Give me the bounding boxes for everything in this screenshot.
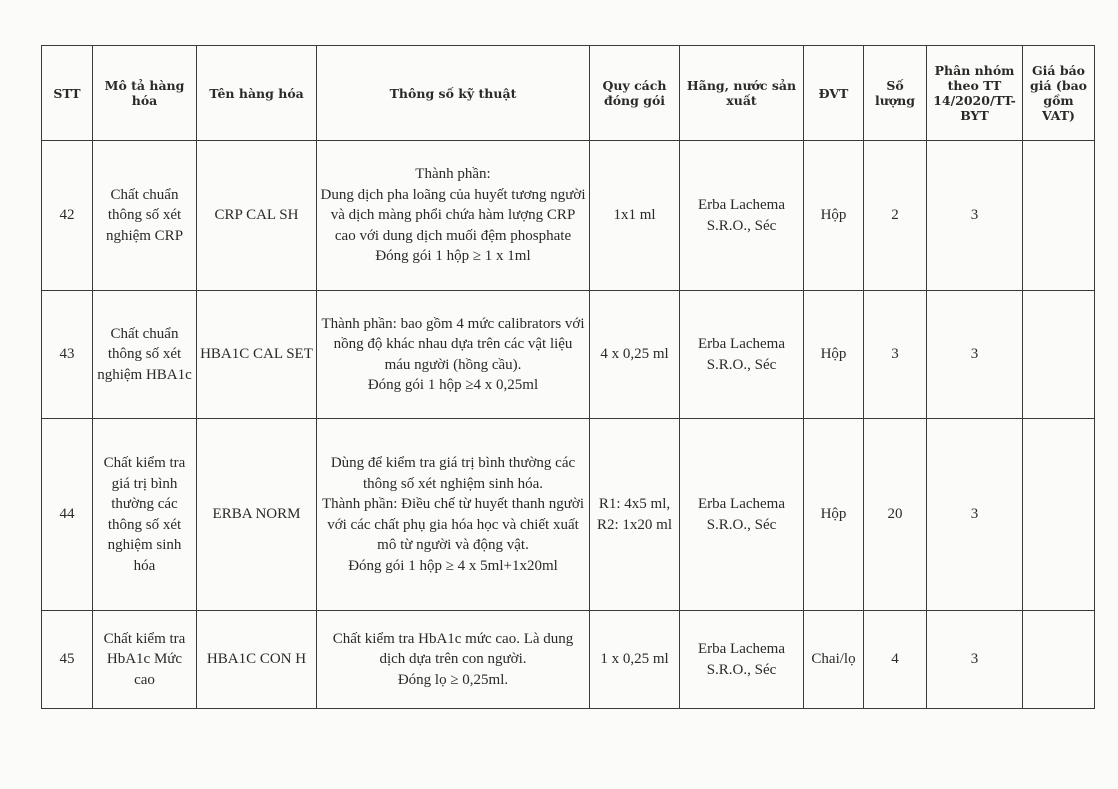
header-stt: STT	[42, 46, 93, 141]
cell-stt: 42	[42, 141, 93, 291]
header-packaging: Quy cách đóng gói	[590, 46, 680, 141]
cell-stt: 45	[42, 611, 93, 709]
cell-packaging	[590, 611, 680, 709]
table-row	[42, 611, 1095, 709]
packaging-line: R2: 1x20 ml	[596, 516, 672, 533]
header-unit: ĐVT	[804, 46, 864, 141]
cell-quantity: 2	[864, 141, 927, 291]
cell-specs	[317, 611, 590, 709]
cell-unit: Hộp	[804, 141, 864, 291]
cell-stt: 43	[42, 291, 93, 419]
cell-unit: Chai/lọ	[804, 611, 864, 709]
cell-specs	[317, 141, 590, 291]
cell-quantity: 4	[864, 611, 927, 709]
cell-packaging	[590, 291, 680, 419]
cell-name: HBA1C CON H	[197, 611, 317, 709]
spec-line: Thành phần: bao gồm 4 mức calibrators với nồng độ khác nhau dựa trên các vật liệu máu người (hồng cầu).	[321, 315, 585, 373]
cell-group: 3	[927, 291, 1023, 419]
header-manufacturer: Hãng, nước sản xuất	[680, 46, 804, 141]
header-name: Tên hàng hóa	[197, 46, 317, 141]
cell-manufacturer: Erba Lachema S.R.O., Séc	[680, 291, 804, 419]
spec-line: Chất kiểm tra HbA1c mức cao. Là dung dịch dựa trên con người.	[332, 630, 574, 668]
spec-line: Thành phần:	[415, 166, 491, 183]
cell-price	[1023, 611, 1095, 709]
cell-group: 3	[927, 611, 1023, 709]
header-quantity: Số lượng	[864, 46, 927, 141]
cell-quantity: 3	[864, 291, 927, 419]
cell-specs	[317, 291, 590, 419]
table-row	[42, 419, 1095, 611]
cell-specs	[317, 419, 590, 611]
cell-description: Chất kiểm tra HbA1c Mức cao	[93, 611, 197, 709]
cell-packaging	[590, 419, 680, 611]
spec-line: Đóng gói 1 hộp ≥ 4 x 5ml+1x20ml	[348, 557, 558, 574]
cell-price	[1023, 419, 1095, 611]
header-group: Phân nhóm theo TT 14/2020/TT-BYT	[927, 46, 1023, 141]
spec-line: Đóng gói 1 hộp ≥4 x 0,25ml	[367, 377, 539, 393]
table-header-row	[42, 46, 1095, 141]
spec-line: Dung dịch pha loãng của huyết tương người và dịch màng phổi chứa hàm lượng CRP cao với dung dịch muối đệm phosphate	[320, 186, 586, 244]
header-price: Giá báo giá (bao gồm VAT)	[1023, 46, 1095, 141]
table-row	[42, 291, 1095, 419]
cell-group: 3	[927, 141, 1023, 291]
cell-name: HBA1C CAL SET	[197, 291, 317, 419]
cell-unit: Hộp	[804, 419, 864, 611]
packaging-line: 1 x 0,25 ml	[600, 651, 669, 668]
cell-price	[1023, 291, 1095, 419]
spec-line: Đóng lọ ≥ 0,25ml.	[397, 671, 509, 688]
cell-manufacturer: Erba Lachema S.R.O., Séc	[680, 141, 804, 291]
header-description: Mô tả hàng hóa	[93, 46, 197, 141]
spec-line: Thành phần: Điều chế từ huyết thanh người với các chất phụ gia hóa học và chiết xuất mô từ người và động vật.	[321, 496, 585, 553]
cell-description: Chất kiểm tra giá trị bình thường các thông số xét nghiệm sinh hóa	[93, 419, 197, 611]
spec-line: Đóng gói 1 hộp ≥ 1 x 1ml	[375, 248, 531, 265]
cell-name: CRP CAL SH	[197, 141, 317, 291]
cell-stt: 44	[42, 419, 93, 611]
cell-price	[1023, 141, 1095, 291]
cell-manufacturer: Erba Lachema S.R.O., Séc	[680, 419, 804, 611]
cell-quantity: 20	[864, 419, 927, 611]
cell-description: Chất chuẩn thông số xét nghiệm CRP	[93, 141, 197, 291]
cell-name: ERBA NORM	[197, 419, 317, 611]
spec-line: Dùng để kiểm tra giá trị bình thường các thông số xét nghiệm sinh hóa.	[330, 455, 576, 492]
product-spec-table	[41, 45, 1095, 709]
cell-packaging	[590, 141, 680, 291]
table-row	[42, 141, 1095, 291]
header-specs: Thông số kỹ thuật	[317, 46, 590, 141]
packaging-line: R1: 4x5 ml,	[598, 496, 671, 512]
cell-unit: Hộp	[804, 291, 864, 419]
cell-description: Chất chuẩn thông số xét nghiệm HBA1c	[93, 291, 197, 419]
cell-manufacturer: Erba Lachema S.R.O., Séc	[680, 611, 804, 709]
cell-group: 3	[927, 419, 1023, 611]
packaging-line: 1x1 ml	[613, 207, 656, 224]
packaging-line: 4 x 0,25 ml	[600, 346, 669, 363]
